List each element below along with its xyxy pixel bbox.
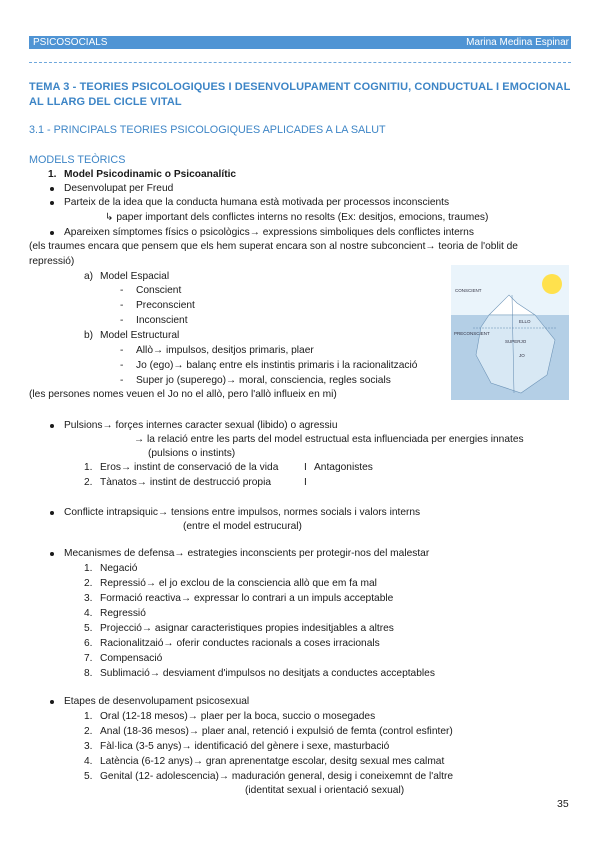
pulsions-item-2-num: 2. [84, 477, 93, 488]
model-a-item-1: Conscient [136, 285, 182, 296]
page-title [29, 80, 574, 110]
pulsions-item-1: Eros→ instint de conservació de la vida [100, 462, 279, 473]
mec-num-3: 3. [84, 593, 93, 604]
note-1-line-1: (els traumes encara que pensem que els hem superat encara son al nostre subconcient→ teoria de l'oblit de [29, 241, 518, 252]
mec-item-8: Sublimació→ desviament d'impulsos no desitjats a conductes acceptables [100, 668, 435, 679]
model-bullet-1: Desenvolupat per Freud [64, 183, 174, 194]
bullet-icon [50, 424, 54, 428]
model-a-item-3: Inconscient [136, 315, 188, 326]
title-line-2: AL LLARG DEL CICLE VITAL [29, 96, 182, 108]
mec-item-6: Racionalitzaió→ oferir conductes racionals a coses irracionals [100, 638, 380, 649]
etapa-item-5: Genital (12- adolescencia)→ maduración general, desig i coneixemnt de l'altre [100, 771, 454, 782]
model-number: 1. [48, 169, 57, 180]
bullet-icon [50, 187, 54, 191]
etapa-item-1: Oral (12-18 mesos)→ plaer per la boca, succio o mosegades [100, 711, 376, 722]
mec-item-1: Negació [100, 563, 138, 574]
pulsions-line-1: Pulsions→ forçes internes caracter sexual (libido) o agressiu [64, 420, 338, 431]
sun-icon [542, 274, 562, 294]
mec-num-5: 5. [84, 623, 93, 634]
model-b-label: b) [84, 330, 94, 341]
header-divider [29, 62, 571, 63]
model-b-item-1: Allò→ impulsos, desitjos primaris, plaer [136, 345, 314, 356]
model-a-title: Model Espacial [100, 271, 170, 282]
bullet-icon [50, 511, 54, 515]
mec-num-2: 2. [84, 578, 93, 589]
etapa-num-5: 5. [84, 771, 93, 782]
iceberg-label-superjo: SUPERJO [505, 339, 527, 344]
iceberg-label-ello: ELLO [519, 319, 531, 324]
model-b-title: Model Estructural [100, 330, 180, 341]
model-a-item-2: Preconscient [136, 300, 195, 311]
iceberg-illustration [451, 265, 569, 400]
pulsions-item-2-tag: I [304, 477, 307, 488]
title-line-1: TEMA 3 - TEORIES PSICOLOGIQUES I DESENVOLUPAMENT COGNITIU, CONDUCTUAL I EMOCIONAL [29, 81, 571, 93]
etapa-num-2: 2. [84, 726, 93, 737]
etapes-title: Etapes de desenvolupament psicosexual [64, 696, 250, 707]
model-b-item-3: Super jo (superego)→ moral, consciencia, regles socials [136, 375, 391, 386]
pulsions-item-1-tag: I [304, 462, 307, 473]
dash: - [120, 360, 124, 371]
bullet-icon [50, 201, 54, 205]
pulsions-line-3: (pulsions o instints) [148, 448, 236, 459]
model-a-label: a) [84, 271, 94, 282]
mec-num-7: 7. [84, 653, 93, 664]
mec-item-7: Compensació [100, 653, 163, 664]
model-b-item-2: Jo (ego)→ balanç entre els instintis primaris i la racionalització [136, 360, 418, 371]
mec-item-2: Repressió→ el jo exclou de la consciencia allò que em fa mal [100, 578, 377, 589]
header-left-text: PSICOSOCIALS [33, 37, 108, 48]
pulsions-line-2: → la relació entre les parts del model estructual esta influenciada per energies innates [134, 434, 524, 445]
pulsions-item-2: Tànatos→ instint de destrucció propia [100, 477, 272, 488]
etapa-num-3: 3. [84, 741, 93, 752]
dash: - [120, 345, 124, 356]
model-bullet-2-sub: ↳ paper important dels conflictes interns no resolts (Ex: desitjos, emocions, traumes) [105, 212, 489, 223]
dash: - [120, 315, 124, 326]
mecanismes-title: Mecanismes de defensa→ estrategies inconscients per protegir-nos del malestar [64, 548, 430, 559]
pulsions-antagonistes: Antagonistes [314, 462, 373, 473]
model-bullet-3: Apareixen símptomes físics o psicològics→ expressions simboliques dels conflictes interns [64, 227, 474, 238]
dash: - [120, 300, 124, 311]
header-right-text: Marina Medina Espinar [466, 37, 569, 48]
conflicte-line-1: Conflicte intrapsiquic→ tensions entre impulsos, normes socials i valors interns [64, 507, 421, 518]
conflicte-line-2: (entre el model estrucural) [183, 521, 302, 532]
section-heading: 3.1 - PRINCIPALS TEORIES PSICOLOGIQUES APLICADES A LA SALUT [29, 124, 386, 136]
etapa-item-2: Anal (18-36 mesos)→ plaer anal, retenció i expulsió de femta (control esfinter) [100, 726, 453, 737]
etapa-item-4: Latència (6-12 anys)→ gran aprenentatge escolar, desitg sexual mes calmat [100, 756, 445, 767]
mec-item-4: Regressió [100, 608, 146, 619]
etapa-num-4: 4. [84, 756, 93, 767]
bullet-icon [50, 552, 54, 556]
etapa-item-3: Fàl·lica (3-5 anys)→ identificació del gènere i sexe, masturbació [100, 741, 390, 752]
iceberg-label-conscient: CONSCIENT [455, 288, 482, 293]
etapa-num-1: 1. [84, 711, 93, 722]
mec-num-6: 6. [84, 638, 93, 649]
model-title: Model Psicodinamic o Psicoanalític [64, 169, 237, 180]
iceberg-label-preconscient: PRECONSCIENT [454, 331, 490, 336]
bullet-icon [50, 700, 54, 704]
etapes-last-line: (identitat sexual i orientació sexual) [245, 785, 405, 796]
dash: - [120, 375, 124, 386]
note-1-line-2: repressió) [29, 256, 75, 267]
page-number: 35 [557, 798, 569, 810]
mec-item-5: Projecció→ asignar caracteristiques propies indesitjables a altres [100, 623, 394, 634]
mec-item-3: Formació reactiva→ expressar lo contrari a un impuls acceptable [100, 593, 394, 604]
pulsions-item-1-num: 1. [84, 462, 93, 473]
running-header [29, 36, 571, 49]
note-2: (les persones nomes veuen el Jo no el allò, pero l'allò influeix en mi) [29, 389, 337, 400]
subsection-heading: MODELS TEÒRICS [29, 154, 126, 166]
iceberg-label-jo: JO [519, 353, 525, 358]
mec-num-4: 4. [84, 608, 93, 619]
mec-num-8: 8. [84, 668, 93, 679]
mec-num-1: 1. [84, 563, 93, 574]
bullet-icon [50, 231, 54, 235]
model-bullet-2: Parteix de la idea que la conducta humana està motivada per processos inconscients [64, 197, 450, 208]
dash: - [120, 285, 124, 296]
